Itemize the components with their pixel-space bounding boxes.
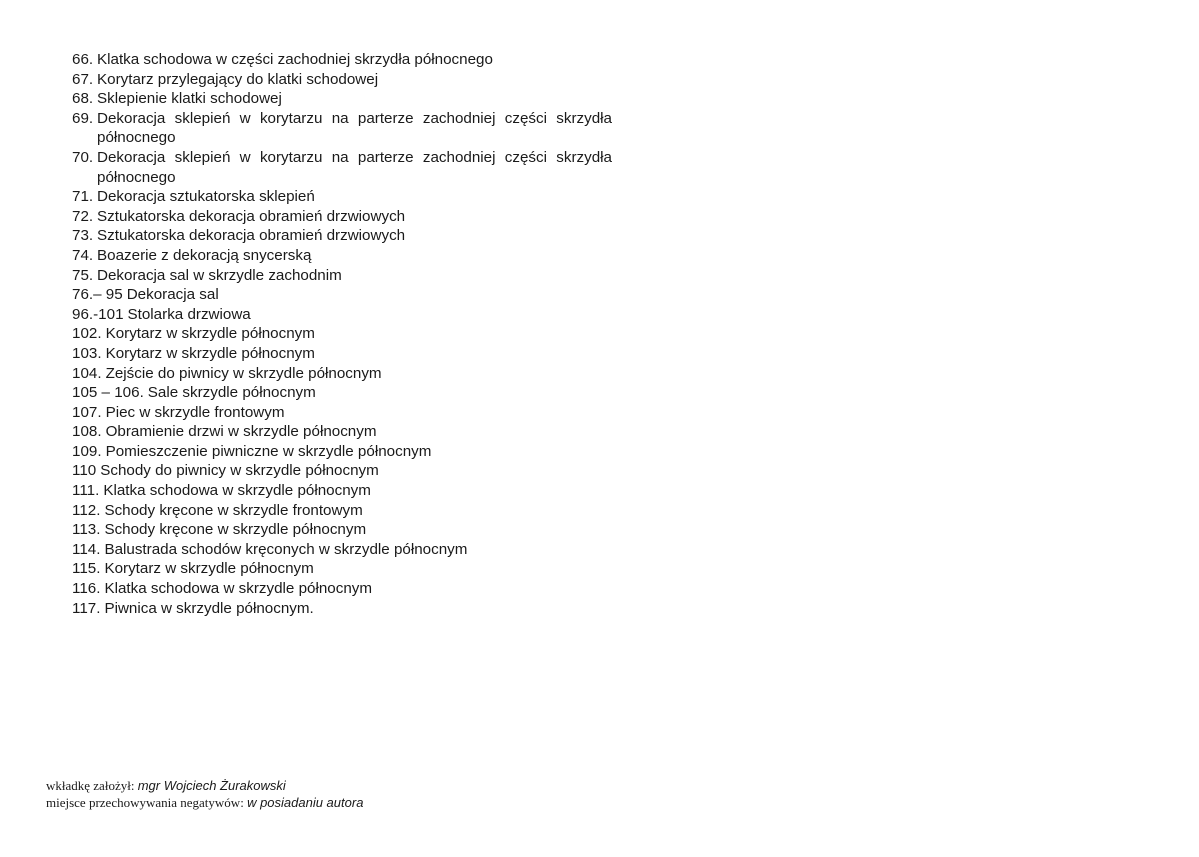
item-text: Schody do piwnicy w skrzydle północnym (100, 462, 379, 480)
document-footer (46, 777, 363, 811)
item-text: Piec w skrzydle frontowym (105, 403, 285, 421)
list-item (72, 422, 612, 442)
list-item (72, 403, 612, 423)
item-text: Korytarz w skrzydle północnym (105, 325, 315, 343)
item-number: 73. (72, 227, 94, 245)
list-item (72, 579, 612, 599)
list-item (72, 187, 612, 207)
list-item (72, 285, 612, 305)
list-item (72, 148, 612, 187)
list-item (72, 266, 612, 286)
item-text: Sztukatorska dekoracja obramień drzwiowych (97, 227, 406, 245)
list-item (72, 207, 612, 227)
item-text: Korytarz w skrzydle północnym (105, 344, 315, 362)
item-number: 111. (72, 482, 100, 500)
list-item (72, 246, 612, 266)
author-value: mgr Wojciech Żurakowski (137, 778, 286, 793)
item-number: 102. (72, 325, 102, 343)
list-item (72, 540, 612, 560)
storage-label: miejsce przechowywania negatywów: (46, 795, 244, 810)
item-text: Dekoracja sal w skrzydle zachodnim (97, 266, 342, 284)
item-number: 96.-101 (72, 305, 124, 323)
item-text: Obramienie drzwi w skrzydle północnym (105, 423, 377, 441)
photo-caption-list (72, 50, 612, 618)
item-number: 67. (72, 70, 94, 88)
author-line (46, 777, 363, 794)
item-number: 76.– 95 (72, 286, 123, 304)
list-item (72, 89, 612, 109)
item-number: 103. (72, 344, 102, 362)
item-number: 113. (72, 521, 101, 539)
item-number: 70. (72, 148, 94, 166)
item-text: Schody kręcone w skrzydle północnym (104, 521, 367, 539)
item-text: Zejście do piwnicy w skrzydle północnym (105, 364, 382, 382)
list-item (72, 520, 612, 540)
list-item (72, 50, 612, 70)
storage-line (46, 794, 363, 811)
item-number: 72. (72, 207, 94, 225)
item-number: 105 – 106. (72, 384, 144, 402)
item-text: Dekoracja sztukatorska sklepień (97, 188, 315, 206)
item-number: 69. (72, 109, 94, 127)
item-text: Klatka schodowa w części zachodniej skrzydła północnego (97, 51, 493, 68)
item-number: 117. (72, 599, 101, 617)
list-item (72, 559, 612, 579)
item-number: 66. (72, 51, 94, 68)
item-text: Korytarz przylegający do klatki schodowej (97, 70, 379, 88)
list-item (72, 461, 612, 481)
item-text: Klatka schodowa w skrzydle północnym (103, 482, 371, 500)
list-item (72, 324, 612, 344)
item-number: 108. (72, 423, 102, 441)
list-item (72, 226, 612, 246)
storage-value: w posiadaniu autora (247, 795, 364, 810)
list-item (72, 481, 612, 501)
list-item (72, 501, 612, 521)
item-number: 71. (72, 188, 94, 206)
item-text: Korytarz w skrzydle północnym (104, 560, 314, 578)
item-text: Sztukatorska dekoracja obramień drzwiowych (97, 207, 406, 225)
item-number: 107. (72, 403, 102, 421)
item-number: 110 (72, 462, 97, 480)
list-item (72, 344, 612, 364)
item-text: Schody kręcone w skrzydle frontowym (104, 501, 363, 519)
item-number: 74. (72, 246, 94, 264)
item-text: Balustrada schodów kręconych w skrzydle północnym (104, 540, 468, 558)
item-text: Pomieszczenie piwniczne w skrzydle północnym (105, 442, 432, 460)
list-item (72, 442, 612, 462)
item-text: Boazerie z dekoracją snycerską (97, 246, 312, 264)
item-number: 115. (72, 560, 101, 578)
item-text: Dekoracja sal (126, 286, 219, 304)
item-text: Dekoracja sklepień w korytarzu na parterze zachodniej części skrzydła północnego (97, 148, 612, 186)
list-item (72, 109, 612, 148)
item-text: Piwnica w skrzydle północnym. (104, 599, 314, 617)
author-label: wkładkę założył: (46, 778, 135, 793)
item-text: Sale skrzydle północnym (147, 384, 316, 402)
list-item (72, 599, 612, 619)
list-item (72, 383, 612, 403)
item-number: 104. (72, 364, 102, 382)
item-text: Stolarka drzwiowa (127, 305, 251, 323)
item-number: 116. (72, 580, 101, 598)
item-number: 114. (72, 540, 101, 558)
list-item (72, 305, 612, 325)
item-number: 109. (72, 442, 102, 460)
item-text: Klatka schodowa w skrzydle północnym (104, 580, 373, 598)
list-item (72, 70, 612, 90)
item-text: Dekoracja sklepień w korytarzu na parterze zachodniej części skrzydła północnego (97, 109, 612, 147)
item-number: 112. (72, 501, 101, 519)
item-text: Sklepienie klatki schodowej (97, 90, 282, 108)
item-number: 68. (72, 90, 94, 108)
list-item (72, 364, 612, 384)
item-number: 75. (72, 266, 94, 284)
